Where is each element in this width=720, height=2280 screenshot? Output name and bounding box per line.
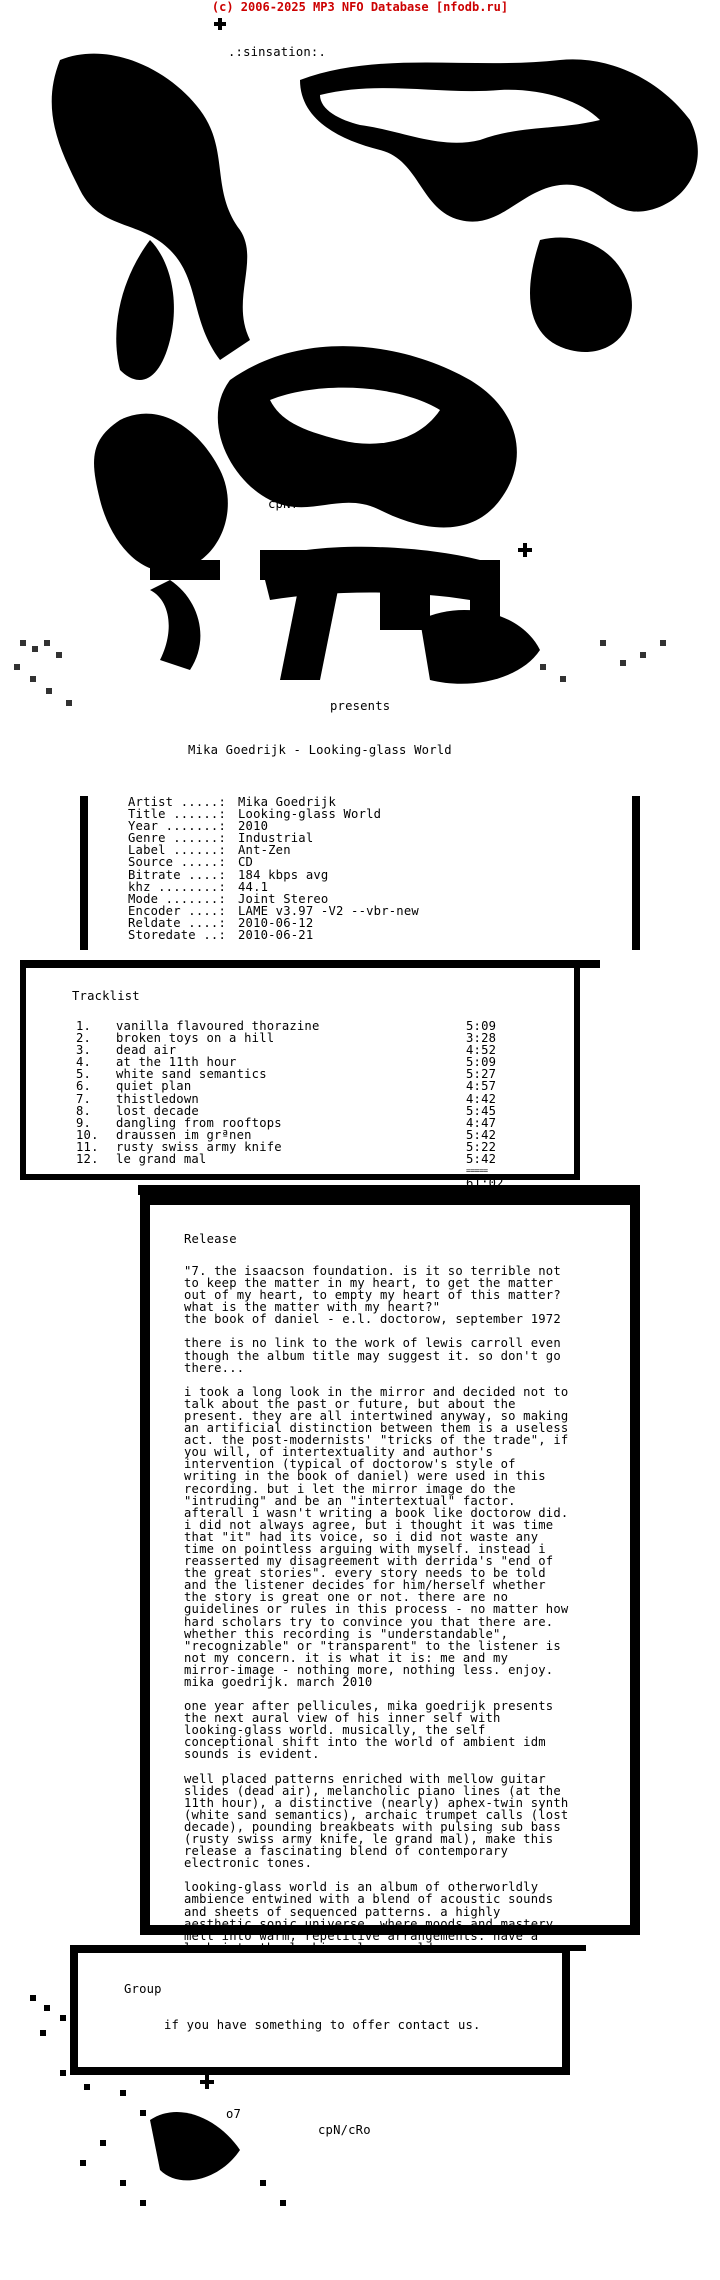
info-row: Source .....: CD [128, 855, 254, 870]
track-row: 1. vanilla flavoured thorazine 5:09 [76, 1019, 497, 1033]
info-row: khz ........: 44.1 [128, 879, 269, 894]
release-panel [140, 1195, 640, 1943]
release-paragraph: there is no link to the work of lewis carroll even though the album title may suggest it. so don't go there... [184, 1336, 561, 1375]
info-row: Storedate ..: 2010-06-21 [128, 928, 314, 943]
track-row: 9. dangling from rooftops 4:47 [76, 1115, 497, 1130]
tracklist-top-bar [20, 960, 600, 968]
track-row: 5. white sand semantics 5:27 [76, 1067, 497, 1082]
group-heading: Group [124, 1982, 162, 1996]
release-paragraph: well placed patterns enriched with mellow guitar slides (dead air), melancholic piano lines (at the 11th hour), a distinctive (nearly) aphex-twin synth (white sand semantics), archaic trumpet calls (lost decade), pounding breakbeats with pulsing sub bass (rusty swiss army knife, le grand mal), make this release a fascinating blend of contemporary electronic tones. [184, 1771, 569, 1871]
release-paragraph: looking-glass world is an album of otherworldly ambience entwined with a blend of acoustic sounds and sheets of sequenced patterns. a highly aesthetic sonic universe, where moods and mastery melt into warm, repetitive arrangements. have a [184, 1880, 554, 1943]
info-row: Bitrate ....: 184 kbps avg [128, 867, 329, 882]
info-row: Reldate ....: 2010-06-12 [128, 915, 314, 930]
info-row: Genre ......: Industrial [128, 831, 314, 846]
info-list [128, 796, 419, 941]
tracklist-panel [20, 960, 580, 1191]
checker-texture [14, 640, 666, 706]
footer-mark: o7 [226, 2107, 242, 2121]
group-contact-text: if you have something to offer contact us. [164, 2018, 481, 2032]
info-row: Encoder ....: LAME v3.97 -V2 --vbr-new [128, 903, 419, 918]
track-row: 12. le grand mal 5:42 [76, 1152, 497, 1167]
info-row: Mode .......: Joint Stereo [128, 891, 329, 906]
group-top-bar [70, 1945, 586, 1951]
release-heading: Release [184, 1232, 237, 1246]
footer-credit: cpN/cRo [318, 2123, 371, 2137]
info-row: Year .......: 2010 [128, 819, 269, 834]
track-row: 3. dead air 4:52 [76, 1043, 497, 1058]
release-paragraph: i took a long look in the mirror and decided not to talk about the past or future, but about the present. they are all intertwined anyway, so making an artificial distinction between them is a useless act. the post-modernists' "tricks of the trade", if you will, of intertextuality and author's intervention (typical of doctorow's style of writing in the book of daniel) were used in this recording. but i let the mirror image do the "intruding" and be an "intertextual" factor. afterall i wasn't writing a book like doctorow did. i did not always agree, but i thought it was time that "it" had its voice, so i did not waste any time on pointless arguing with myself. instead i reasserted my disagreement with derrida's "end of the great stories". every story needs to be told and the listener decides for him/herself whether the story is great one or not. there are no guidelines or rules in this process - no matter how hard scholars try to convince you that there are. whether this recording is "understandable", "recognizable" or "transparent" to the listener is not my concern. it is what it is: me and my mirror-image - nothing more, nothing less. enjoy. mika goedrijk. march 2010 [184, 1384, 569, 1689]
group-panel [70, 1945, 570, 2075]
info-right-border [632, 796, 640, 950]
track-list [76, 1020, 526, 1189]
track-row: 11. rusty swiss army knife 5:22 [76, 1139, 497, 1154]
nfodb-header: (c) 2006-2025 MP3 NFO Database [nfodb.ru] [211, 0, 509, 14]
track-row: 8. lost decade 5:45 [76, 1103, 497, 1118]
group-name: .:sinsation:. [228, 45, 326, 59]
release-text [184, 1265, 634, 1966]
track-row: 10. draussen im grªnen 5:42 [76, 1127, 497, 1142]
info-row: Title ......: Looking-glass World [128, 807, 382, 822]
info-panel [80, 716, 640, 950]
info-left-border [80, 796, 88, 950]
track-row: 7. thistledown 4:42 [76, 1091, 497, 1106]
release-title: Mika Goedrijk - Looking-glass World [188, 743, 452, 757]
release-paragraph: "7. the isaacson foundation. is it so terrible not to keep the matter in my heart, to get the matter out of my heart, to empty my heart of this matter? what is the matter with my heart?" the book of daniel - e.l. doctorow, september 1972 [184, 1264, 561, 1327]
track-separator-row: ===== [466, 1166, 488, 1176]
track-row: 6. quiet plan 4:57 [76, 1079, 497, 1094]
release-paragraph: one year after pellicules, mika goedrijk presents the next aural view of his inner self with looking-glass world. musically, the self conceptional shift into the world of ambient idm sounds is evident. [184, 1699, 554, 1762]
art-credit: cpN! [268, 497, 299, 511]
info-row: Label ......: Ant-Zen [128, 843, 291, 858]
track-row: 2. broken toys on a hill 3:28 [76, 1031, 497, 1046]
dragon-art [52, 54, 698, 600]
info-row: Artist .....: Mika Goedrijk [128, 795, 336, 809]
tracklist-heading: Tracklist [72, 989, 140, 1003]
track-total-row: 61:02 [466, 1176, 504, 1191]
track-row: 4. at the 11th hour 5:09 [76, 1055, 497, 1070]
presents-label: presents [330, 699, 391, 713]
